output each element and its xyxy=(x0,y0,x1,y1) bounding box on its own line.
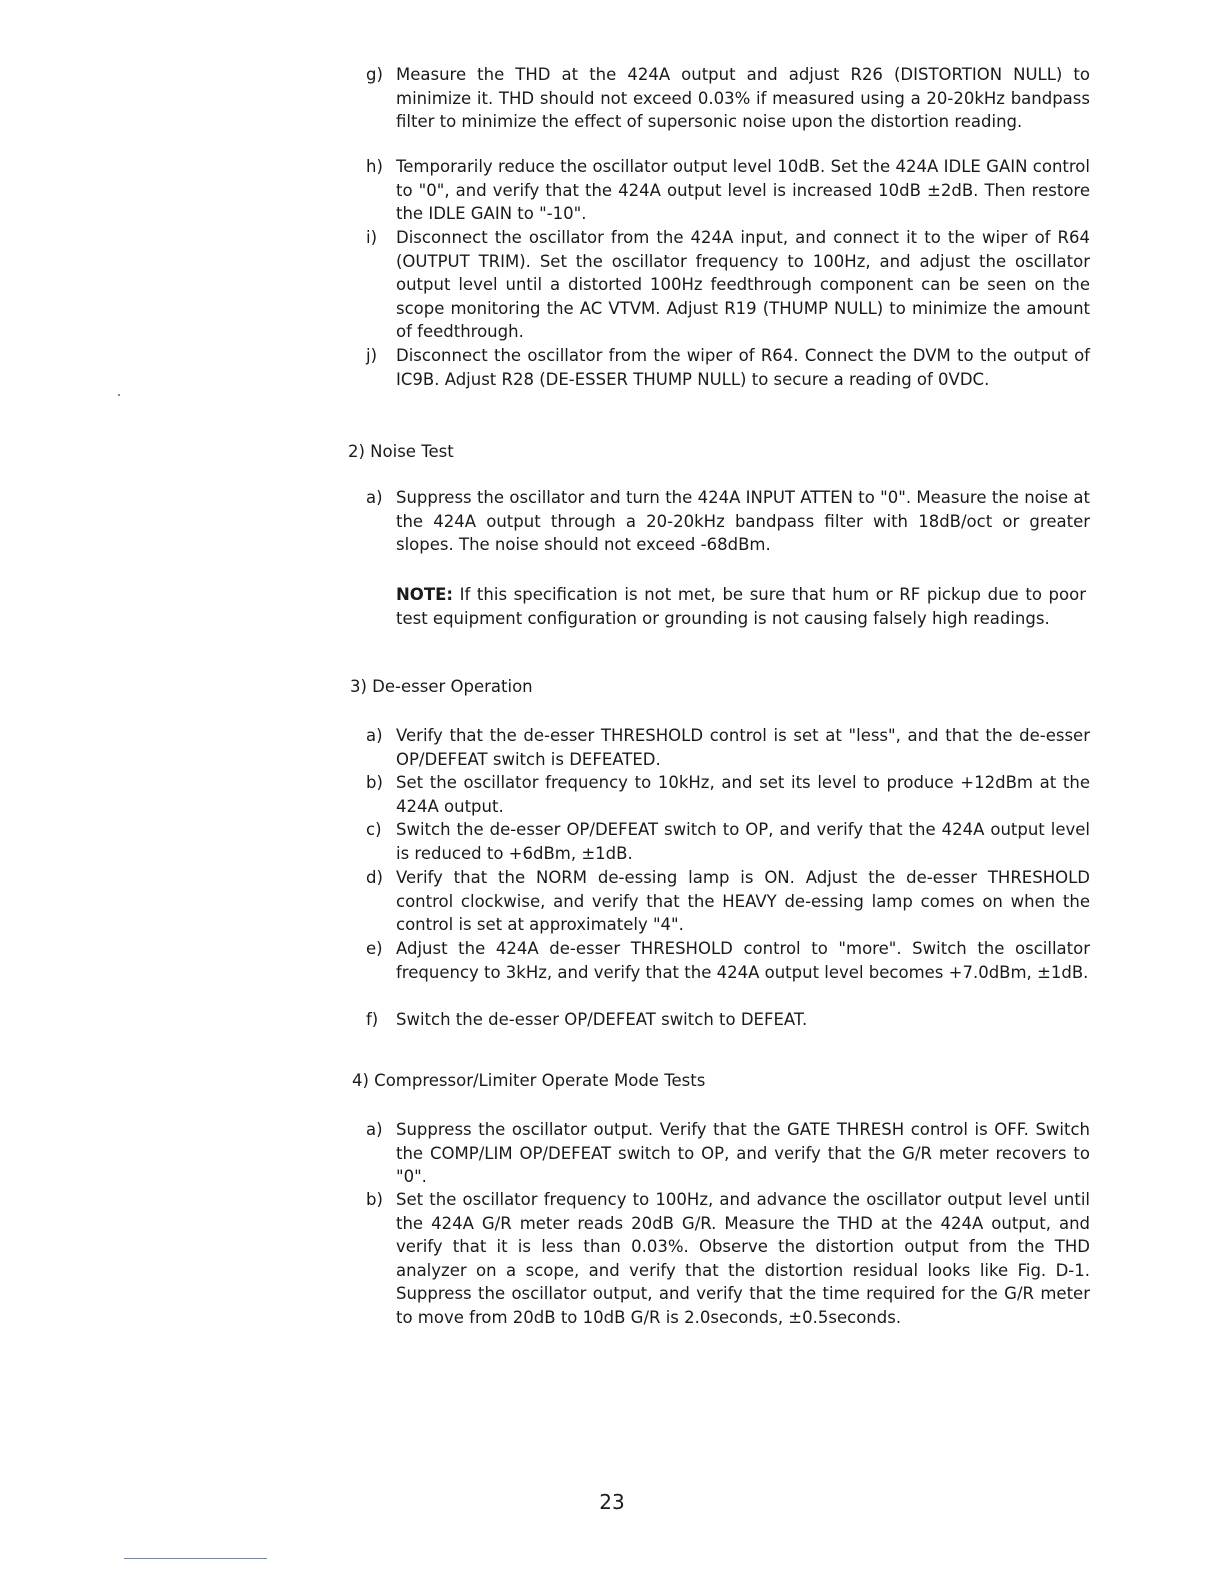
step-letter: f) xyxy=(366,1010,379,1029)
step-letter: c) xyxy=(366,820,382,839)
section-heading-compressor-limiter: 4) Compressor/Limiter Operate Mode Tests xyxy=(352,1071,706,1090)
step-text: Switch the de-esser OP/DEFEAT switch to OP, and verify that the 424A output level is reduced to +6dBm, ±1dB. xyxy=(396,820,1090,863)
step-3c xyxy=(366,818,1090,865)
footer-rule xyxy=(124,1558,267,1559)
step-letter: h) xyxy=(366,157,383,176)
step-letter: b) xyxy=(366,1190,383,1209)
step-1i xyxy=(366,226,1090,344)
step-text: Suppress the oscillator output. Verify that the GATE THRESH control is OFF. Switch the COMP/LIM OP/DEFEAT switch to OP, and verify that the G/R meter recovers to "0". xyxy=(396,1120,1090,1187)
step-4b xyxy=(366,1188,1090,1330)
step-letter: e) xyxy=(366,939,383,958)
page-number: 23 xyxy=(599,1490,625,1514)
step-letter: d) xyxy=(366,868,383,887)
step-letter: a) xyxy=(366,1120,383,1139)
step-1h xyxy=(366,155,1090,226)
step-text: Measure the THD at the 424A output and adjust R26 (DISTORTION NULL) to minimize it. THD should not exceed 0.03% if measured using a 20-20kHz bandpass filter to minimize the effect of supersonic noise upon the distortion reading. xyxy=(396,65,1090,132)
step-1g xyxy=(366,63,1090,134)
step-text: Suppress the oscillator and turn the 424A INPUT ATTEN to "0". Measure the noise at the 424A output through a 20-20kHz bandpass filter with 18dB/oct or greater slopes. The noise should not exceed -68dBm. xyxy=(396,488,1090,555)
step-3e xyxy=(366,937,1090,984)
step-letter: a) xyxy=(366,726,383,745)
step-text: Adjust the 424A de-esser THRESHOLD control to "more". Switch the oscillator frequency to 3kHz, and verify that the 424A output level becomes +7.0dBm, ±1dB. xyxy=(396,939,1090,982)
note-label: NOTE: xyxy=(396,585,453,604)
step-3a xyxy=(366,724,1090,771)
section-heading-de-esser: 3) De-esser Operation xyxy=(350,677,533,696)
step-3d xyxy=(366,866,1090,937)
step-text: Disconnect the oscillator from the wiper of R64. Connect the DVM to the output of IC9B. Adjust R28 (DE-ESSER THUMP NULL) to secure a reading of 0VDC. xyxy=(396,346,1090,389)
step-3b xyxy=(366,771,1090,818)
note-paragraph xyxy=(396,583,1086,630)
step-letter: b) xyxy=(366,773,383,792)
step-text: Verify that the de-esser THRESHOLD control is set at "less", and that the de-esser OP/DEFEAT switch is DEFEATED. xyxy=(396,726,1090,769)
step-text: Verify that the NORM de-essing lamp is ON. Adjust the de-esser THRESHOLD control clockwise, and verify that the HEAVY de-essing lamp comes on when the control is set at approximately "4". xyxy=(396,868,1090,935)
step-4a xyxy=(366,1118,1090,1189)
step-2a xyxy=(366,486,1090,557)
step-text: Switch the de-esser OP/DEFEAT switch to DEFEAT. xyxy=(396,1010,808,1029)
step-text: Set the oscillator frequency to 100Hz, and advance the oscillator output level until the 424A G/R meter reads 20dB G/R. Measure the THD at the 424A output, and verify that it is less than 0.03%. Observe the distortion output from the THD analyzer on a scope, and verify that the distortion residual looks like Fig. D-1. Suppress the oscillator output, and verify that the time required for the G/R meter to move from 20dB to 10dB G/R is 2.0seconds, ±0.5seconds. xyxy=(396,1190,1090,1327)
section-heading-noise-test: 2) Noise Test xyxy=(348,442,454,461)
step-letter: a) xyxy=(366,488,383,507)
step-3f xyxy=(366,1008,1090,1032)
step-1j xyxy=(366,344,1090,391)
step-text: Temporarily reduce the oscillator output level 10dB. Set the 424A IDLE GAIN control to "0", and verify that the 424A output level is increased 10dB ±2dB. Then restore the IDLE GAIN to "-10". xyxy=(396,157,1090,224)
scan-speck xyxy=(118,394,120,396)
step-letter: j) xyxy=(366,346,378,365)
step-text: Set the oscillator frequency to 10kHz, and set its level to produce +12dBm at the 424A output. xyxy=(396,773,1090,816)
step-text: Disconnect the oscillator from the 424A input, and connect it to the wiper of R64 (OUTPUT TRIM). Set the oscillator frequency to 100Hz, and adjust the oscillator output level until a distorted 100Hz feedthrough component can be seen on the scope monitoring the AC VTVM. Adjust R19 (THUMP NULL) to minimize the amount of feedthrough. xyxy=(396,228,1090,342)
note-text: If this specification is not met, be sure that hum or RF pickup due to poor test equipment configuration or grounding is not causing falsely high readings. xyxy=(396,585,1086,628)
step-letter: g) xyxy=(366,65,383,84)
step-letter: i) xyxy=(366,228,378,247)
